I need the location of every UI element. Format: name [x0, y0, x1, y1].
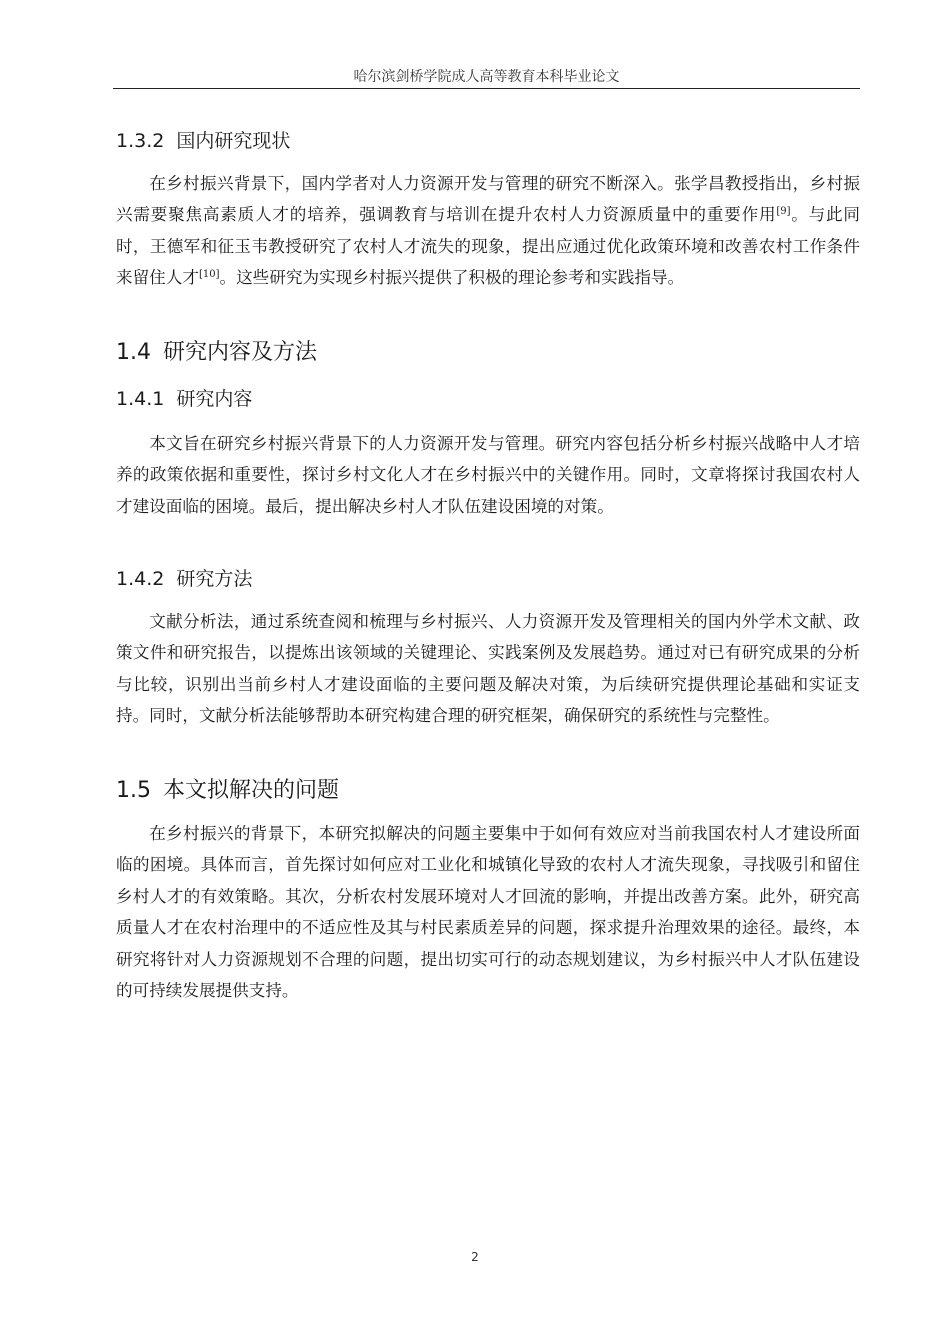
citation-9: [9]	[776, 206, 791, 218]
heading-1-4-1	[116, 386, 252, 412]
heading-number: 1.3.2	[116, 130, 165, 152]
paragraph-text: 。这些研究为实现乡村振兴提供了积极的理论参考和实践指导。	[219, 268, 685, 288]
heading-title: 国内研究现状	[176, 130, 291, 152]
heading-1-4-2	[116, 566, 252, 592]
heading-number: 1.5	[116, 778, 151, 803]
heading-number: 1.4.1	[116, 388, 165, 410]
heading-title: 本文拟解决的问题	[163, 778, 340, 803]
heading-title: 研究内容	[176, 388, 253, 410]
paragraph-domestic-research	[116, 168, 860, 294]
heading-1-5	[116, 776, 339, 806]
header-divider	[113, 88, 860, 89]
heading-title: 研究内容及方法	[163, 340, 318, 365]
heading-number: 1.4	[116, 340, 151, 365]
heading-title: 研究方法	[176, 568, 253, 590]
running-header: 哈尔滨剑桥学院成人高等教育本科毕业论文	[353, 69, 620, 85]
paragraph-problems-to-solve: 在乡村振兴的背景下，本研究拟解决的问题主要集中于如何有效应对当前我国农村人才建设所面临的困境。具体而言，首先探讨如何应对工业化和城镇化导致的农村人才流失现象，寻找吸引和留住乡村人才的有效策略。其次，分析农村发展环境对人才回流的影响，并提出改善方案。此外，研究高质量人才在农村治理中的不适应性及其与村民素质差异的问题，探求提升治理效果的途径。最终，本研究将针对人力资源规划不合理的问题，提出切实可行的动态规划建议，为乡村振兴中人才队伍建设的可持续发展提供支持。	[116, 824, 860, 1001]
paragraph-research-method: 文献分析法，通过系统查阅和梳理与乡村振兴、人力资源开发及管理相关的国内外学术文献、政策文件和研究报告，以提炼出该领域的关键理论、实践案例及发展趋势。通过对已有研究成果的分析与比较，识别出当前乡村人才建设面临的主要问题及解决对策，为后续研究提供理论基础和实证支持。同时，文献分析法能够帮助本研究构建合理的研究框架，确保研究的系统性与完整性。	[116, 612, 860, 726]
heading-1-4	[116, 338, 317, 368]
page-number: 2	[471, 1250, 479, 1264]
paragraph-text: 。与此同时，王德军和征玉韦教授研究了农村人才流失的现象，提出应通过优化政策环境和改善农村工作条件来留住人才	[116, 205, 861, 288]
heading-number: 1.4.2	[116, 568, 165, 590]
paragraph-research-content: 本文旨在研究乡村振兴背景下的人力资源开发与管理。研究内容包括分析乡村振兴战略中人才培养的政策依据和重要性，探讨乡村文化人才在乡村振兴中的关键作用。同时，文章将探讨我国农村人才建设面临的困境。最后，提出解决乡村人才队伍建设困境的对策。	[116, 434, 860, 516]
citation-10: [10]	[198, 269, 220, 281]
paragraph-text: 在乡村振兴背景下，国内学者对人力资源开发与管理的研究不断深入。张学昌教授指出，乡村振兴需要聚焦高素质人才的培养，强调教育与培训在提升农村人力资源质量中的重要作用	[116, 174, 860, 225]
heading-1-3-2	[116, 128, 290, 154]
